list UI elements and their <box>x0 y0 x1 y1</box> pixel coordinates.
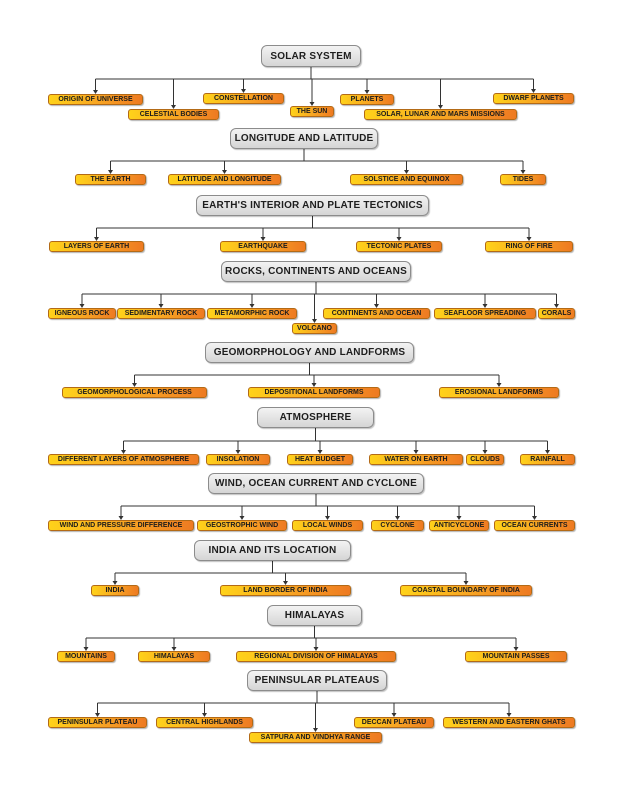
section-header: LONGITUDE AND LATITUDE <box>230 128 378 149</box>
topic-item: TIDES <box>500 174 546 185</box>
topic-item: REGIONAL DIVISION OF HIMALAYAS <box>236 651 396 662</box>
topic-item: LOCAL WINDS <box>292 520 363 531</box>
topic-item: SATPURA AND VINDHYA RANGE <box>249 732 382 743</box>
topic-item: LAYERS OF EARTH <box>49 241 144 252</box>
topic-item: COASTAL BOUNDARY OF INDIA <box>400 585 532 596</box>
section-header: GEOMORPHOLOGY AND LANDFORMS <box>205 342 414 363</box>
topic-item: WATER ON EARTH <box>369 454 463 465</box>
topic-item: THE EARTH <box>75 174 146 185</box>
topic-item: CONSTELLATION <box>203 93 284 104</box>
section-header: INDIA AND ITS LOCATION <box>194 540 351 561</box>
section-header: PENINSULAR PLATEAUS <box>247 670 387 691</box>
topic-item: DECCAN PLATEAU <box>354 717 434 728</box>
section-header: HIMALAYAS <box>267 605 362 626</box>
topic-item: GEOMORPHOLOGICAL PROCESS <box>62 387 207 398</box>
section-header: EARTH'S INTERIOR AND PLATE TECTONICS <box>196 195 429 216</box>
topic-item: ORIGIN OF UNIVERSE <box>48 94 143 105</box>
topic-item: CELESTIAL BODIES <box>128 109 219 120</box>
topic-item: SOLAR, LUNAR AND MARS MISSIONS <box>364 109 517 120</box>
topic-item: WESTERN AND EASTERN GHATS <box>443 717 575 728</box>
topic-item: RAINFALL <box>520 454 575 465</box>
section-header: ROCKS, CONTINENTS AND OCEANS <box>221 261 411 282</box>
topic-item: EARTHQUAKE <box>220 241 306 252</box>
topic-item: DIFFERENT LAYERS OF ATMOSPHERE <box>48 454 199 465</box>
topic-item: CORALS <box>538 308 575 319</box>
topic-item: DEPOSITIONAL LANDFORMS <box>248 387 380 398</box>
section-header: ATMOSPHERE <box>257 407 374 428</box>
topic-item: MOUNTAINS <box>57 651 115 662</box>
topic-item: GEOSTROPHIC WIND <box>197 520 287 531</box>
topic-item: PLANETS <box>340 94 394 105</box>
section-header: WIND, OCEAN CURRENT AND CYCLONE <box>208 473 424 494</box>
topic-item: ANTICYCLONE <box>429 520 489 531</box>
topic-item: SOLSTICE AND EQUINOX <box>350 174 463 185</box>
topic-item: EROSIONAL LANDFORMS <box>439 387 559 398</box>
topic-item: CONTINENTS AND OCEAN <box>323 308 430 319</box>
topic-item: OCEAN CURRENTS <box>494 520 575 531</box>
topic-item: INDIA <box>91 585 139 596</box>
topic-item: WIND AND PRESSURE DIFFERENCE <box>48 520 194 531</box>
topic-item: LATITUDE AND LONGITUDE <box>168 174 281 185</box>
topic-item: SEDIMENTARY ROCK <box>117 308 205 319</box>
topic-item: IGNEOUS ROCK <box>48 308 116 319</box>
topic-item: MOUNTAIN PASSES <box>465 651 567 662</box>
topic-item: CLOUDS <box>466 454 504 465</box>
topic-item: CENTRAL HIGHLANDS <box>156 717 253 728</box>
topic-item: VOLCANO <box>292 323 337 334</box>
topic-item: CYCLONE <box>371 520 424 531</box>
topic-item: SEAFLOOR SPREADING <box>434 308 536 319</box>
topic-item: DWARF PLANETS <box>493 93 574 104</box>
topic-item: TECTONIC PLATES <box>356 241 442 252</box>
topic-item: THE SUN <box>290 106 334 117</box>
topic-item: METAMORPHIC ROCK <box>207 308 297 319</box>
topic-item: HIMALAYAS <box>138 651 210 662</box>
topic-item: PENINSULAR PLATEAU <box>48 717 147 728</box>
topic-item: RING OF FIRE <box>485 241 573 252</box>
topic-item: INSOLATION <box>206 454 270 465</box>
topic-item: LAND BORDER OF INDIA <box>220 585 351 596</box>
section-header: SOLAR SYSTEM <box>261 45 361 67</box>
topic-item: HEAT BUDGET <box>287 454 353 465</box>
